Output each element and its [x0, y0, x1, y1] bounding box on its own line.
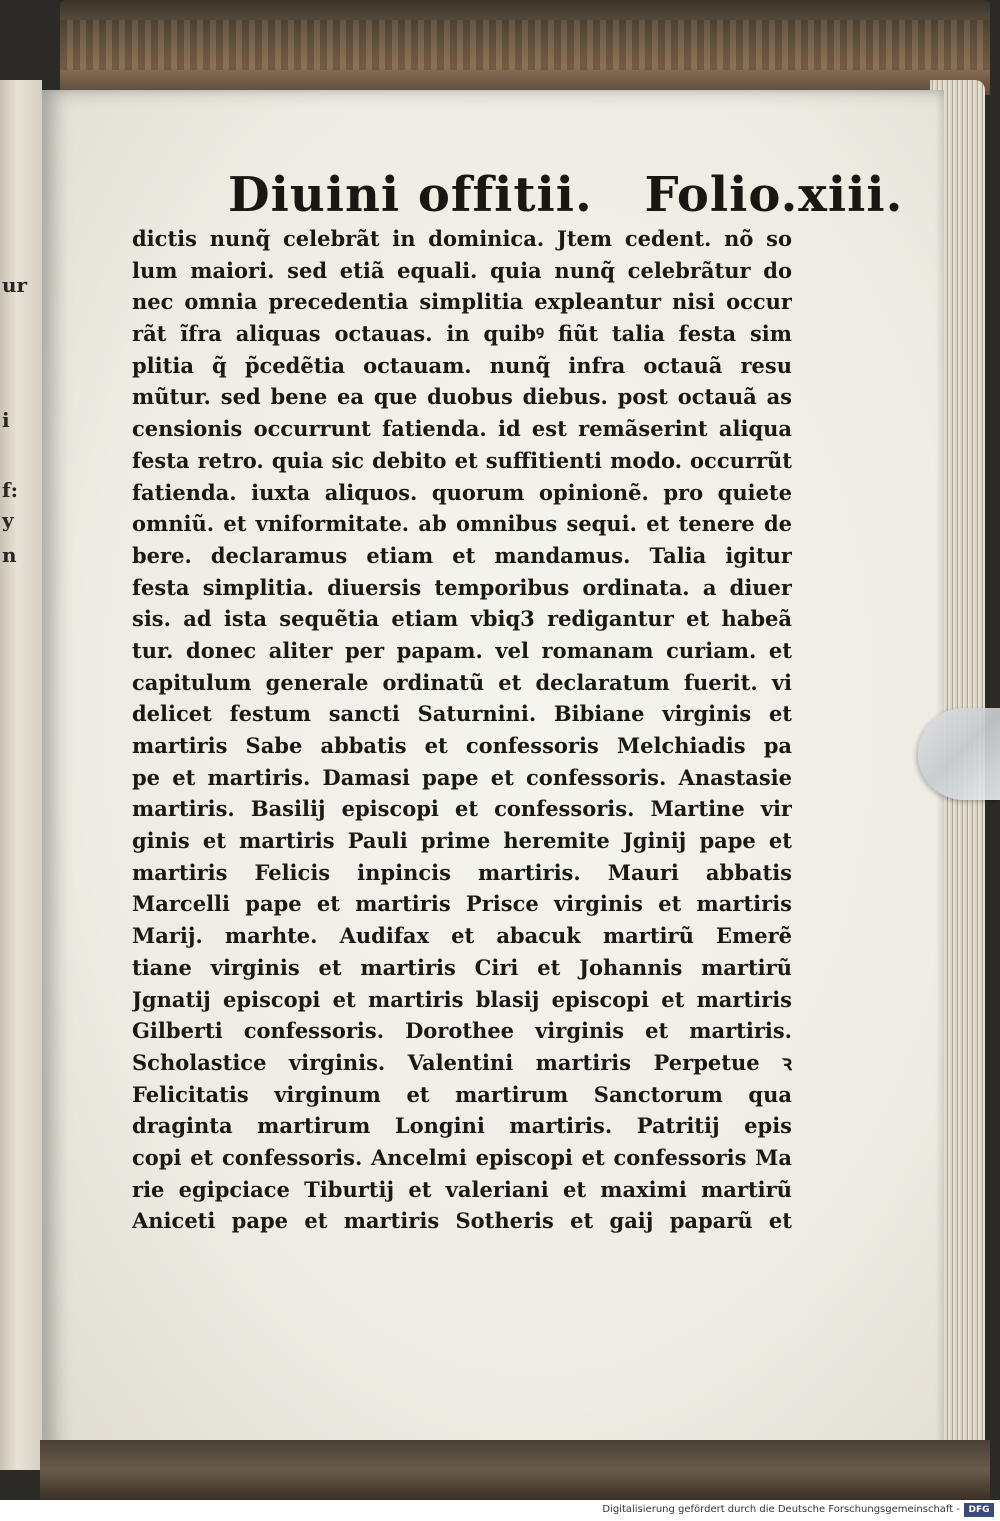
text-line: ginis et martiris Pauli prime heremite Jginij pape et [132, 828, 792, 854]
left-page-edge [0, 80, 42, 1470]
text-line: delicet festum sancti Saturnini. Bibiane virginis et [132, 701, 792, 727]
text-line: Marij. marhte. Audifax et abacuk martirũ Emerẽ [132, 923, 792, 949]
text-line: plitia q̃ p̃cedẽtia octauam. nunq̃ infra octauã resu [132, 352, 792, 378]
text-line: lum maiori. sed etiã equali. quia nunq̃ celebrãtur do [132, 257, 792, 283]
text-line: Scholastice virginis. Valentini martiris Perpetue ꝛ [132, 1049, 792, 1075]
header-title: Diuini offitii. [228, 167, 593, 223]
text-line: capitulum generale ordinatũ et declaratum fuerit. vi [132, 669, 792, 695]
text-line: Aniceti pape et martiris Sotheris et gaij paparũ et [132, 1208, 792, 1234]
bookmark-tab [918, 708, 1000, 800]
text-line: Felicitatis virginum et martirum Sanctorum qua [132, 1081, 792, 1107]
text-line: festa simplitia. diuersis temporibus ordinata. a diuer [132, 574, 792, 600]
text-line: rãt ĩfra aliquas octauas. in quibꝰ fiũt talia festa sim [132, 321, 792, 347]
book-cover-top [60, 0, 990, 95]
text-line: sis. ad ista sequẽtia etiam vbiq3 redigantur et habeã [132, 606, 792, 632]
footer-bar [0, 1500, 1000, 1521]
left-page-fragment: i [2, 408, 10, 432]
text-line: martiris. Basilij episcopi et confessoris. Martine vir [132, 796, 792, 822]
text-line: Gilberti confessoris. Dorothee virginis et martiris. [132, 1018, 792, 1044]
text-line: mũtur. sed bene ea que duobus diebus. post octauã as [132, 384, 792, 410]
text-line: fatienda. iuxta aliquos. quorum opinionẽ. pro quiete [132, 479, 792, 505]
text-line: bere. declaramus etiam et mandamus. Talia igitur [132, 542, 792, 568]
text-line: festa retro. quia sic debito et suffitienti modo. occurrũt [132, 447, 792, 473]
text-line: omniũ. et vniformitate. ab omnibus sequi. et tenere de [132, 511, 792, 537]
text-line: pe et martiris. Damasi pape et confessoris. Anastasie [132, 764, 792, 790]
body-text [132, 223, 792, 1237]
dfg-logo-icon[interactable]: DFG [964, 1503, 994, 1517]
text-line: dictis nunq̃ celebrãt in dominica. Jtem cedent. nõ so [132, 226, 792, 251]
left-page-fragment: y [2, 508, 14, 532]
text-line: censionis occurrunt fatienda. id est remãserint aliqua [132, 416, 792, 442]
text-line: tiane virginis et martiris Ciri et Johannis martirũ [132, 954, 792, 980]
funding-credit: Digitalisierung gefördert durch die Deutsche Forschungsgemeinschaft - [602, 1504, 960, 1515]
left-page-fragment: f: [2, 478, 18, 502]
text-line: Marcelli pape et martiris Prisce virginis et martiris [132, 891, 792, 917]
text-line: copi et confessoris. Ancelmi episcopi et confessoris Ma [132, 1144, 792, 1170]
running-header [228, 165, 904, 225]
text-line: tur. donec aliter per papam. vel romanam curiam. et [132, 637, 792, 663]
text-line: martiris Sabe abbatis et confessoris Melchiadis pa [132, 733, 792, 758]
left-page-fragment: n [2, 543, 17, 567]
folio-number: Folio.xiii. [644, 167, 904, 223]
text-line: martiris Felicis inpincis martiris. Mauri abbatis [132, 859, 792, 885]
book-cover-bottom [40, 1440, 990, 1500]
text-line: draginta martirum Longini martiris. Patritij epis [132, 1113, 792, 1139]
text-line: nec omnia precedentia simplitia expleantur nisi occur [132, 289, 792, 315]
left-page-fragment: ur [2, 273, 28, 297]
text-line: Jgnatij episcopi et martiris blasij episcopi et martiris [132, 986, 792, 1012]
text-line: rie egipciace Tiburtij et valeriani et maximi martirũ [132, 1176, 792, 1202]
